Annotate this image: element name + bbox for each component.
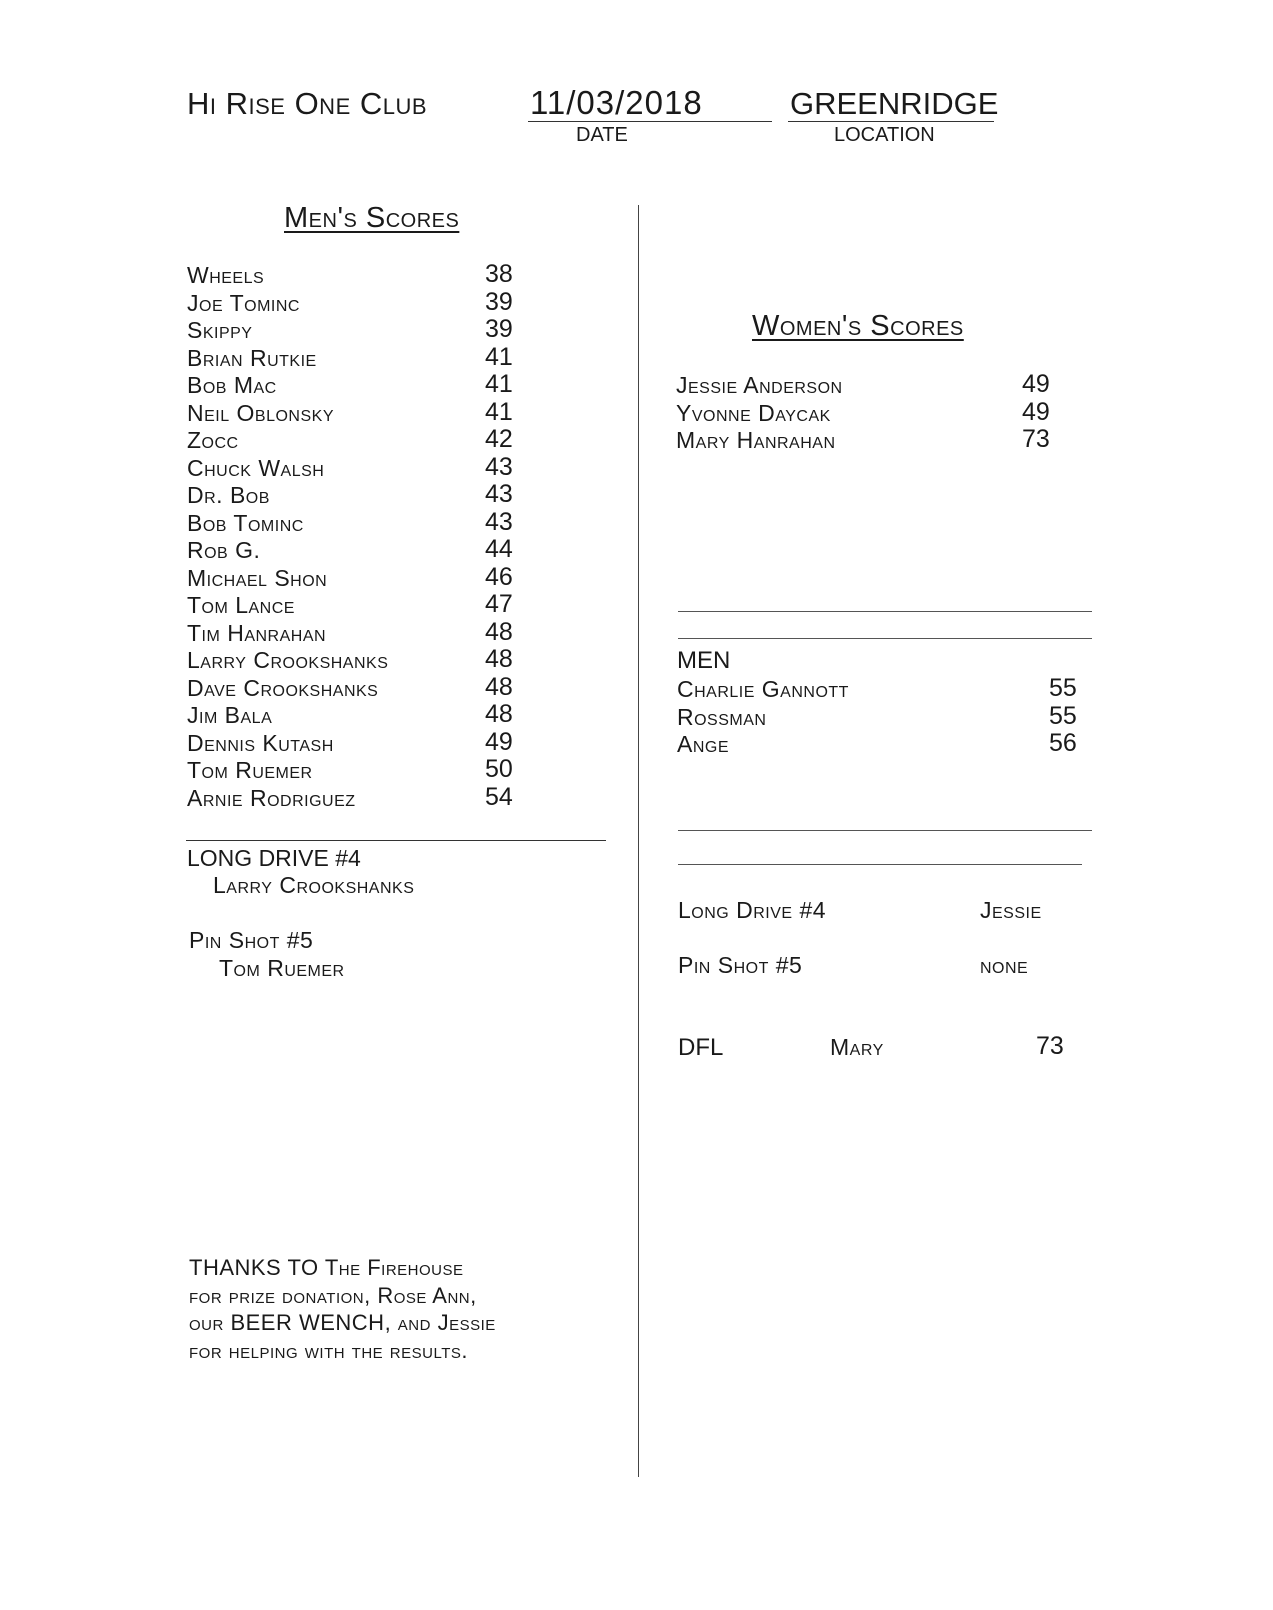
player-score: 48 bbox=[485, 672, 513, 701]
list-item bbox=[187, 507, 547, 538]
player-name: Neil Oblonsky bbox=[187, 399, 334, 426]
column-divider bbox=[638, 205, 639, 1477]
list-item bbox=[187, 427, 547, 455]
mens-pin-shot-winner: Tom Ruemer bbox=[219, 955, 345, 981]
list-item bbox=[187, 757, 547, 785]
player-name: Skippy bbox=[187, 317, 253, 343]
player-score: 73 bbox=[1022, 425, 1050, 453]
player-name: Dr. Bob bbox=[187, 482, 270, 508]
player-name: Dave Crookshanks bbox=[187, 674, 379, 701]
player-score: 48 bbox=[485, 617, 513, 646]
mens-pin-shot-label: Pin Shot #5 bbox=[189, 927, 314, 953]
list-item bbox=[187, 647, 547, 675]
player-score: 41 bbox=[485, 342, 513, 371]
player-name: Bob Mac bbox=[187, 372, 277, 398]
divider-line bbox=[678, 864, 1082, 865]
list-item bbox=[187, 537, 547, 565]
dfl-score: 73 bbox=[1036, 1032, 1064, 1060]
player-score: 43 bbox=[485, 480, 513, 508]
player-name: Yvonne Daycak bbox=[676, 399, 831, 426]
player-score: 41 bbox=[485, 370, 513, 398]
player-score: 44 bbox=[485, 535, 513, 563]
list-item bbox=[187, 342, 547, 373]
womens-long-drive-label: Long Drive #4 bbox=[678, 897, 827, 923]
player-name: Rossman bbox=[677, 703, 767, 730]
event-location: GREENRIDGE bbox=[790, 86, 999, 121]
player-name: Brian Rutkie bbox=[187, 344, 317, 371]
player-score: 46 bbox=[485, 562, 513, 591]
player-name: Rob G. bbox=[187, 537, 261, 563]
list-item bbox=[187, 782, 547, 813]
player-score: 48 bbox=[485, 700, 513, 728]
list-item bbox=[187, 482, 547, 510]
thanks-note bbox=[189, 1254, 629, 1364]
player-name: Wheels bbox=[187, 262, 265, 288]
player-score: 49 bbox=[1022, 370, 1050, 398]
list-item bbox=[187, 672, 547, 703]
thanks-line-1: THANKS TO The Firehouse bbox=[189, 1255, 464, 1280]
list-item bbox=[187, 317, 547, 345]
list-item bbox=[187, 592, 547, 620]
location-label: LOCATION bbox=[834, 124, 935, 146]
event-date: 11/03/2018 bbox=[530, 84, 703, 121]
player-score: 54 bbox=[485, 782, 513, 811]
thanks-line-2: for prize donation, Rose Ann, bbox=[189, 1282, 477, 1308]
player-score: 50 bbox=[485, 755, 513, 783]
player-score: 43 bbox=[485, 452, 513, 481]
list-item bbox=[676, 397, 1076, 428]
date-label: DATE bbox=[576, 124, 628, 146]
player-name: Charlie Gannott bbox=[677, 676, 849, 702]
player-name: Michael Shon bbox=[187, 564, 328, 591]
player-score: 48 bbox=[485, 645, 513, 673]
location-underline bbox=[788, 121, 994, 122]
player-score: 55 bbox=[1049, 674, 1077, 702]
list-item bbox=[187, 562, 547, 593]
mens-long-drive-winner: Larry Crookshanks bbox=[213, 872, 415, 898]
list-item bbox=[676, 372, 1076, 400]
player-score: 42 bbox=[485, 425, 513, 453]
list-item bbox=[677, 731, 1097, 759]
player-name: Dennis Kutash bbox=[187, 729, 334, 756]
list-item bbox=[187, 397, 547, 428]
list-item bbox=[187, 702, 547, 730]
list-item bbox=[187, 727, 547, 758]
player-name: Chuck Walsh bbox=[187, 454, 325, 481]
divider-line bbox=[678, 638, 1092, 639]
player-name: Mary Hanrahan bbox=[676, 427, 836, 453]
list-item bbox=[187, 262, 547, 290]
player-score: 43 bbox=[485, 507, 513, 536]
thanks-line-4: for helping with the results. bbox=[189, 1337, 468, 1363]
player-score: 41 bbox=[485, 397, 513, 426]
player-name: Arnie Rodriguez bbox=[187, 784, 356, 811]
player-name: Jim Bala bbox=[187, 702, 273, 728]
player-score: 39 bbox=[485, 315, 513, 343]
thanks-line-3: our BEER WENCH, and Jessie bbox=[189, 1310, 496, 1335]
list-item bbox=[677, 676, 1097, 704]
player-name: Jessie Anderson bbox=[676, 372, 843, 398]
player-name: Tim Hanrahan bbox=[187, 619, 327, 646]
womens-scores-list bbox=[676, 372, 1076, 455]
player-score: 49 bbox=[485, 727, 513, 756]
list-item bbox=[187, 372, 547, 400]
divider-line bbox=[678, 611, 1092, 612]
player-name: Larry Crookshanks bbox=[187, 647, 389, 673]
club-name: Hi Rise One Club bbox=[187, 86, 428, 121]
player-name: Bob Tominc bbox=[187, 509, 304, 536]
player-name: Joe Tominc bbox=[187, 289, 300, 316]
womens-scores-title: Women's Scores bbox=[752, 310, 964, 342]
list-item bbox=[187, 617, 547, 648]
player-name: Tom Ruemer bbox=[187, 757, 313, 783]
mens-scores-title: Men's Scores bbox=[284, 202, 460, 234]
list-item bbox=[187, 452, 547, 483]
player-score: 56 bbox=[1049, 729, 1077, 757]
dfl-label: DFL bbox=[678, 1034, 724, 1061]
player-score: 49 bbox=[1022, 397, 1050, 426]
list-item bbox=[187, 287, 547, 318]
womens-long-drive-winner: Jessie bbox=[980, 897, 1042, 923]
list-item bbox=[677, 701, 1097, 732]
womens-pin-shot-label: Pin Shot #5 bbox=[678, 952, 803, 978]
men-subsection-label: MEN bbox=[677, 647, 731, 674]
mens-scores-list bbox=[187, 262, 547, 812]
player-score: 55 bbox=[1049, 701, 1077, 730]
men-subsection-list bbox=[677, 676, 1097, 759]
womens-pin-shot-winner: none bbox=[980, 952, 1029, 978]
divider-line bbox=[678, 830, 1092, 831]
player-name: Ange bbox=[677, 731, 730, 757]
mens-divider-line bbox=[186, 840, 606, 841]
player-name: Tom Lance bbox=[187, 592, 295, 618]
player-score: 47 bbox=[485, 590, 513, 618]
dfl-name: Mary bbox=[830, 1034, 884, 1060]
player-score: 38 bbox=[485, 260, 513, 288]
date-underline bbox=[528, 121, 772, 122]
mens-long-drive-label: LONG DRIVE #4 bbox=[187, 845, 361, 871]
list-item bbox=[676, 427, 1076, 455]
player-name: Zocc bbox=[187, 427, 239, 453]
player-score: 39 bbox=[485, 287, 513, 316]
